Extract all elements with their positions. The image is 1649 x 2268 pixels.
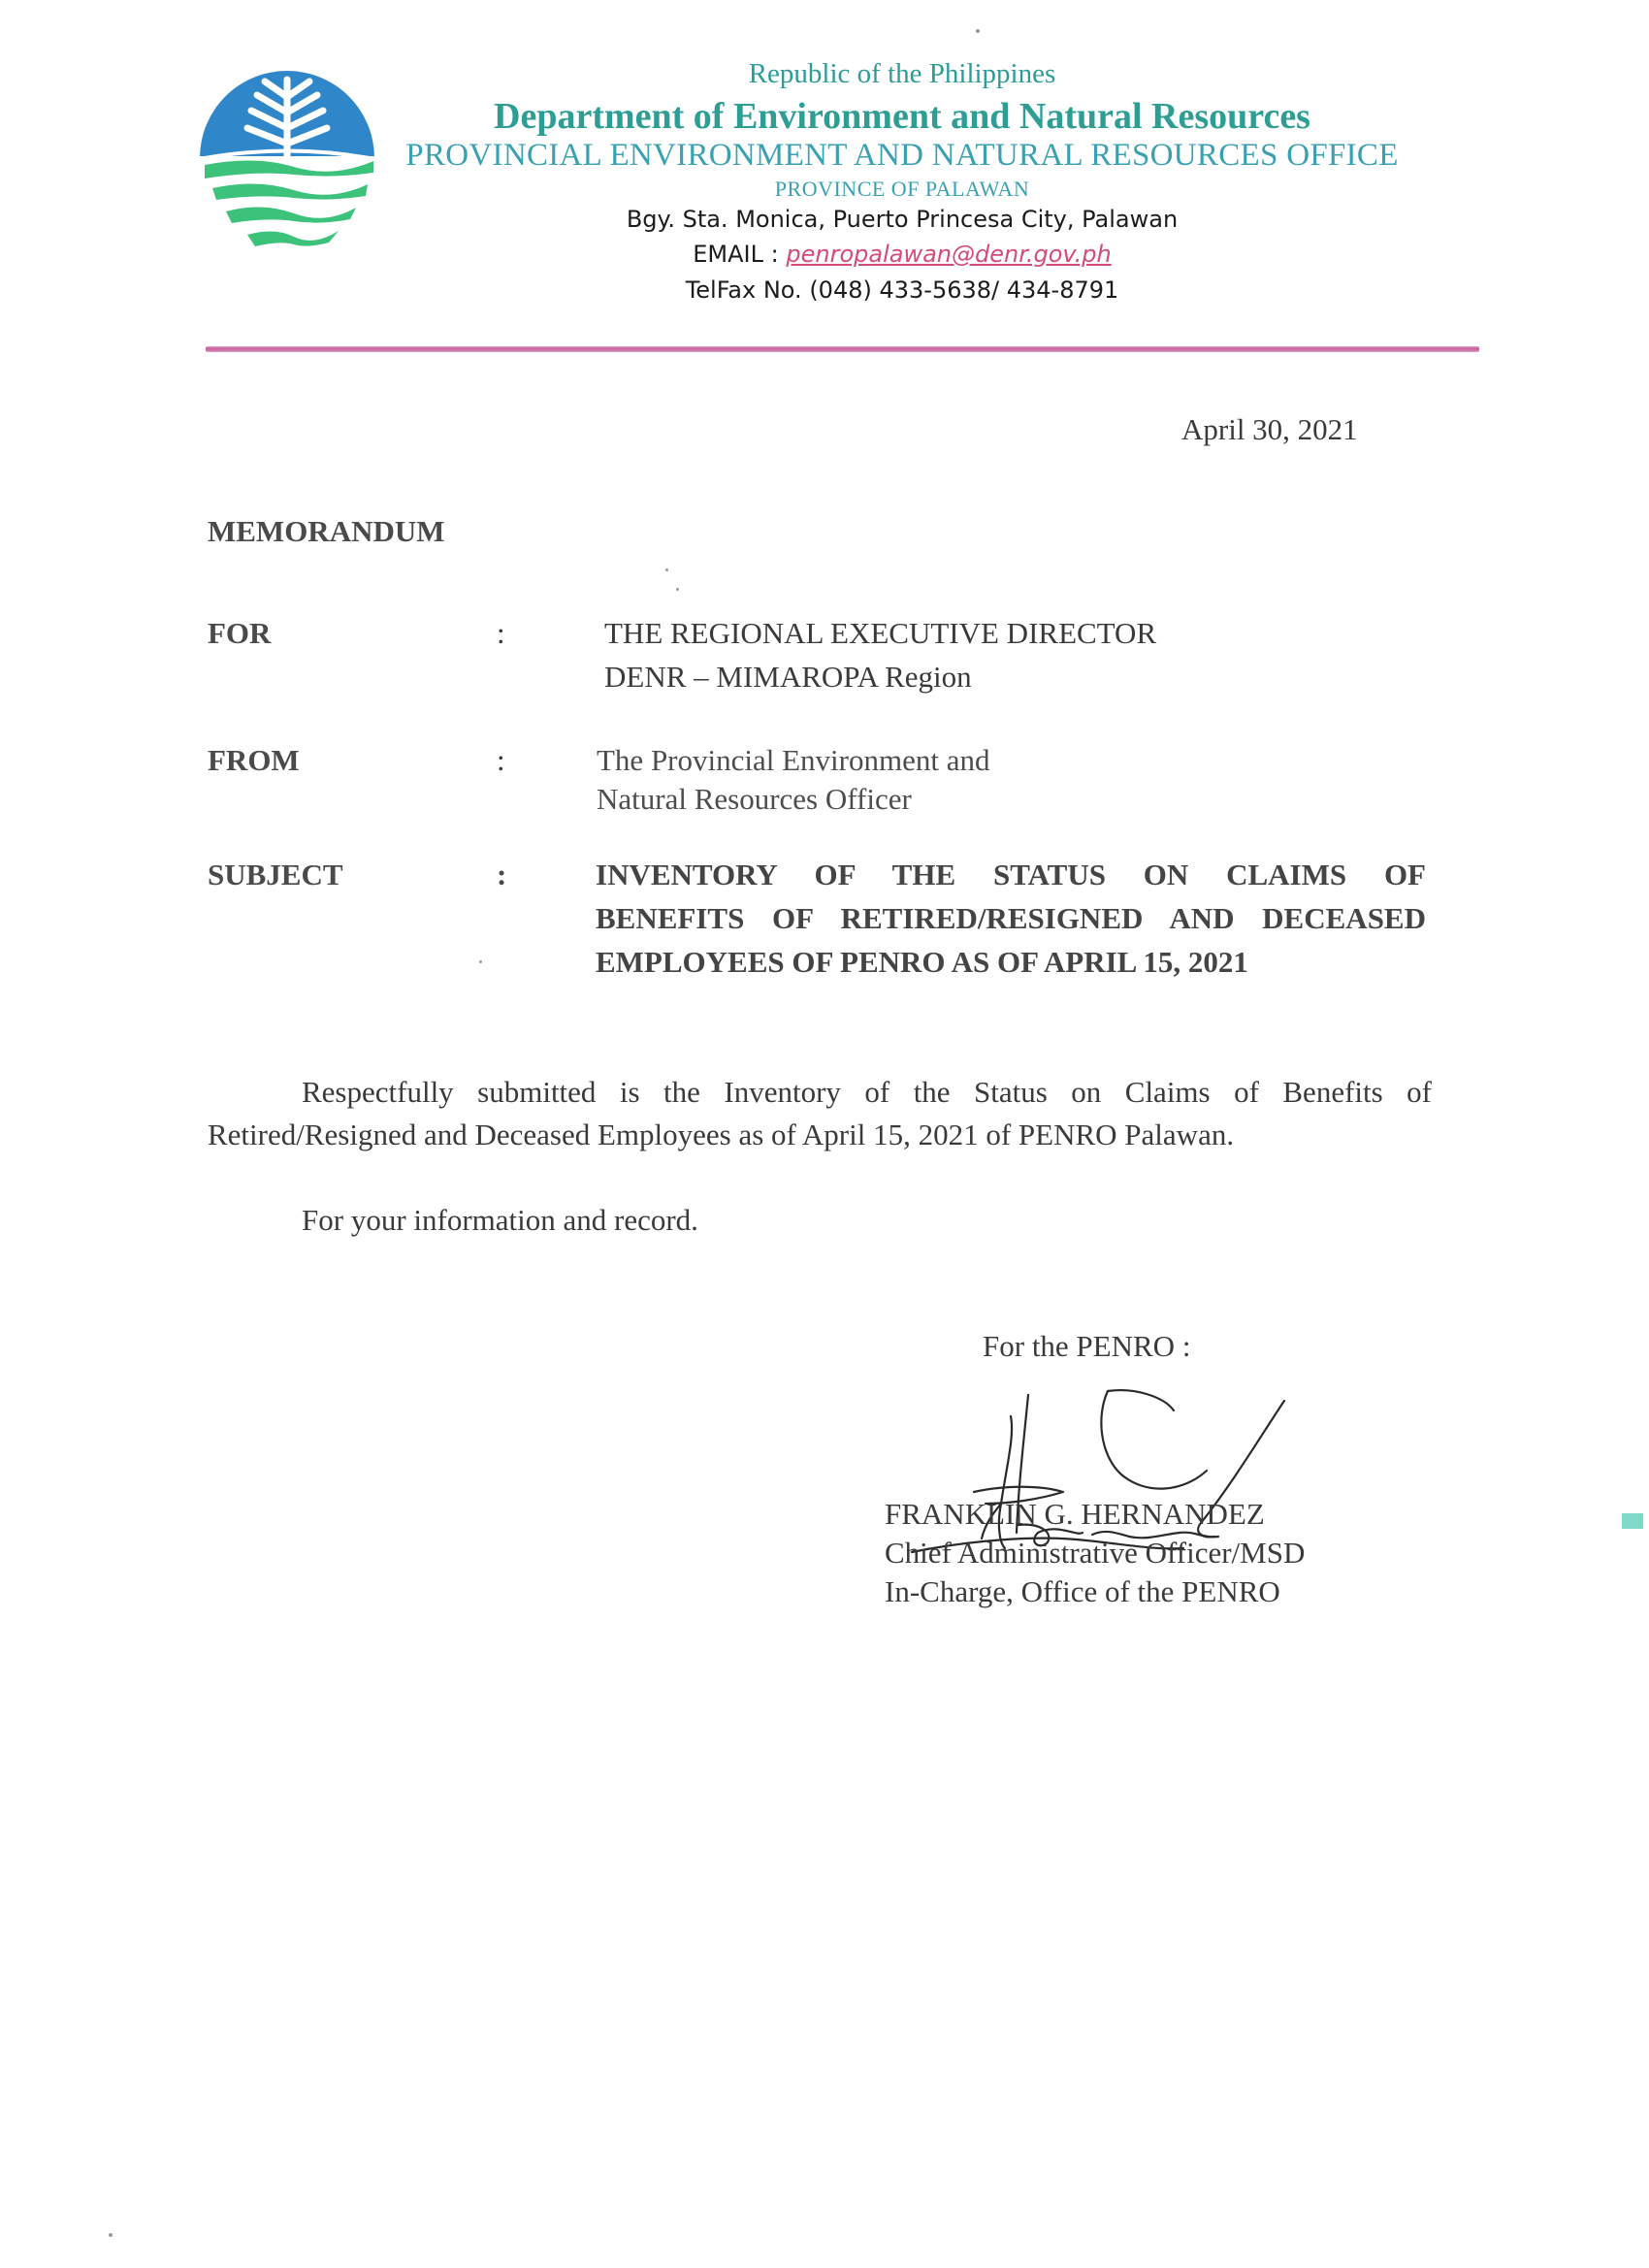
for-label: FOR xyxy=(208,616,272,650)
telfax-line: TelFax No. (048) 433-5638/ 434-8791 xyxy=(685,276,1119,304)
memo-date: April 30, 2021 xyxy=(1181,412,1358,446)
scan-speck xyxy=(676,588,679,591)
subject-line-3: EMPLOYEES OF PENRO AS OF APRIL 15, 2021 xyxy=(596,945,1248,979)
scan-speck xyxy=(665,568,668,571)
signatory-title: Chief Administrative Officer/MSD xyxy=(885,1536,1306,1570)
for-colon: : xyxy=(497,616,505,650)
from-colon: : xyxy=(497,743,505,777)
closing-paragraph: For your information and record. xyxy=(302,1203,698,1237)
recipient-title: THE REGIONAL EXECUTIVE DIRECTOR xyxy=(604,616,1157,650)
sender-line-1: The Provincial Environment and xyxy=(597,743,990,777)
signatory-name: FRANKLIN G. HERNANDEZ xyxy=(885,1497,1265,1531)
subject-colon: : xyxy=(497,858,507,891)
header-divider xyxy=(206,346,1479,352)
email-link[interactable]: penropalawan@denr.gov.ph xyxy=(786,241,1112,268)
sender-line-2: Natural Resources Officer xyxy=(597,782,912,816)
scan-speck xyxy=(976,29,980,33)
for-penro-line: For the PENRO : xyxy=(983,1329,1191,1363)
email-label: EMAIL : xyxy=(693,241,787,268)
from-label: FROM xyxy=(208,743,300,777)
office-name: PROVINCIAL ENVIRONMENT AND NATURAL RESOURCES OFFICE xyxy=(405,138,1399,173)
republic-heading: Republic of the Philippines xyxy=(748,58,1056,89)
email-line xyxy=(320,241,1484,268)
body-paragraph-line-2: Retired/Resigned and Deceased Employees as of April 15, 2021 of PENRO Palawan. xyxy=(208,1118,1235,1151)
province-name: PROVINCE OF PALAWAN xyxy=(774,177,1030,201)
subject-line-2: BENEFITS OF RETIRED/RESIGNED AND DECEASED xyxy=(596,901,1426,935)
subject-label: SUBJECT xyxy=(208,858,343,891)
department-name: Department of Environment and Natural Resources xyxy=(494,96,1310,137)
body-paragraph-line-1: Respectfully submitted is the Inventory of the Status on Claims of Benefits of xyxy=(302,1075,1432,1109)
recipient-office: DENR – MIMAROPA Region xyxy=(604,660,972,694)
office-address: Bgy. Sta. Monica, Puerto Princesa City, Palawan xyxy=(626,206,1179,233)
scan-speck xyxy=(479,960,482,963)
memo-heading: MEMORANDUM xyxy=(208,514,445,548)
scan-edge-mark xyxy=(1622,1513,1643,1529)
subject-line-1: INVENTORY OF THE STATUS ON CLAIMS OF xyxy=(596,858,1426,891)
signatory-office: In-Charge, Office of the PENRO xyxy=(885,1574,1280,1608)
scan-speck xyxy=(109,2233,113,2237)
